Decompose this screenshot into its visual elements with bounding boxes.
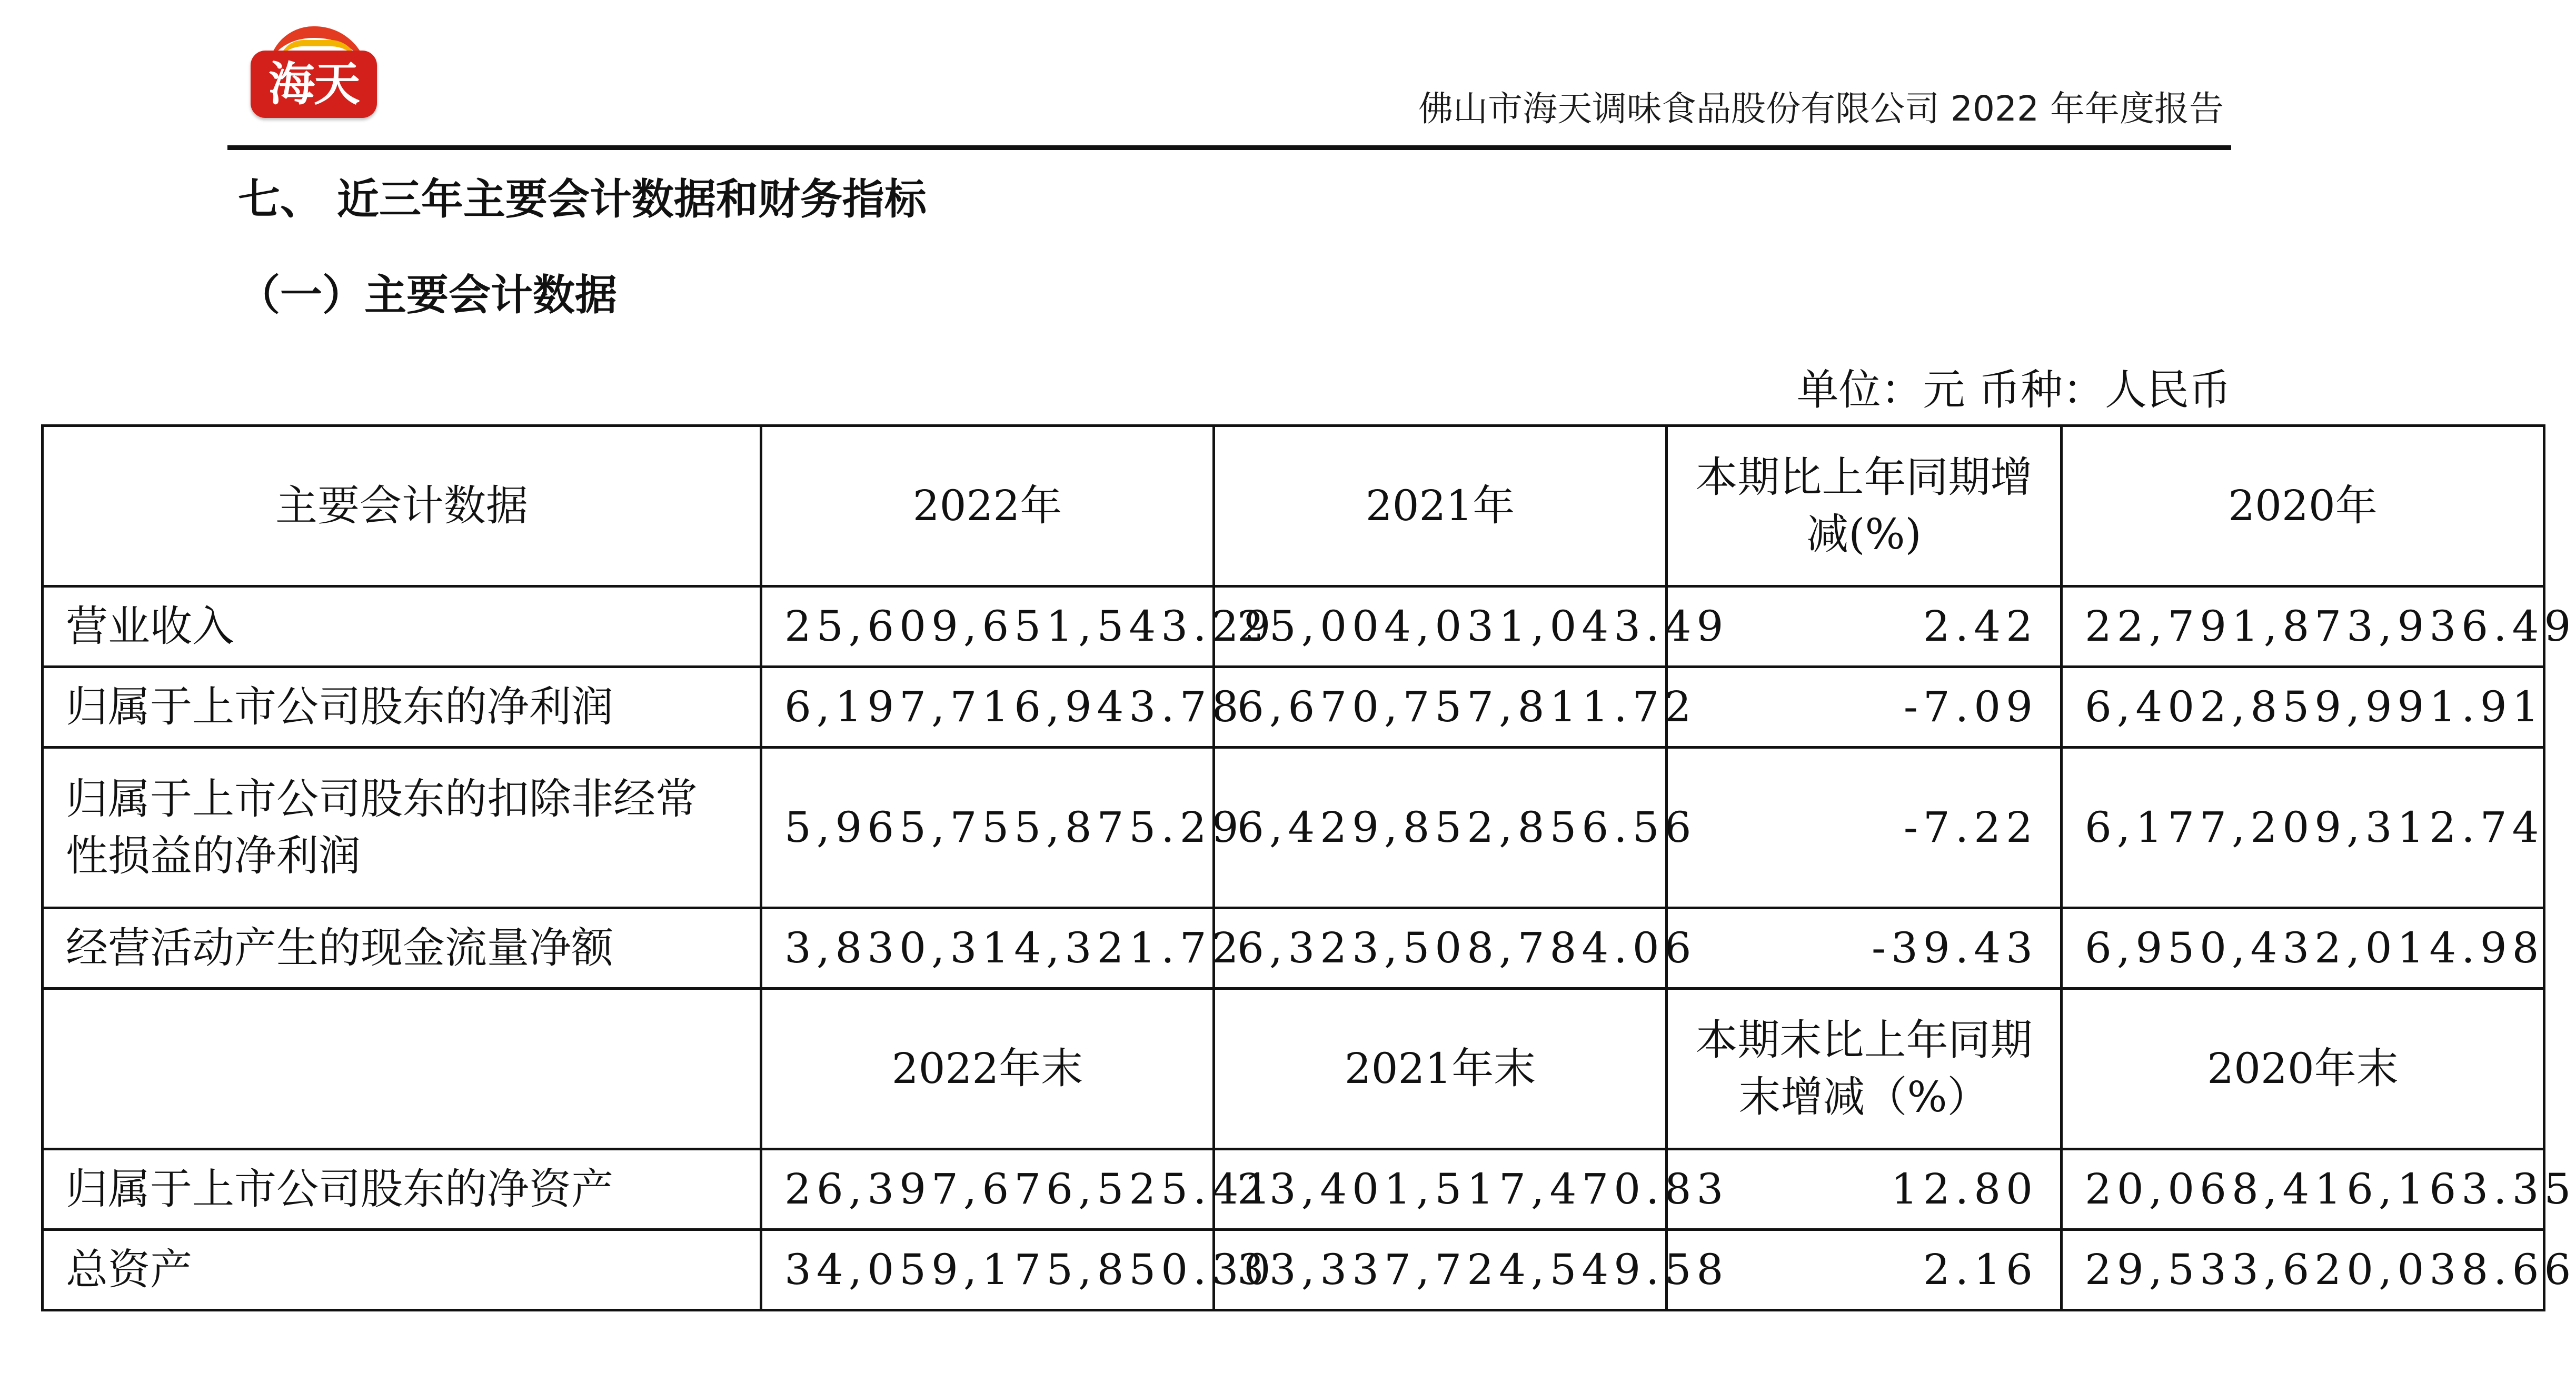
value-change: -39.43 (1667, 908, 2062, 989)
subsection-title: （一）主要会计数据 (238, 271, 617, 320)
header-cell: 本期比上年同期增减(%) (1667, 426, 2062, 586)
table-row (43, 586, 2544, 667)
row-label: 归属于上市公司股东的净资产 (43, 1149, 761, 1230)
value-change: 2.42 (1667, 586, 2062, 667)
header-cell: 2021年 (1214, 426, 1667, 586)
header-cell: 2022年末 (761, 989, 1214, 1149)
value-2022: 3,830,314,321.72 (761, 908, 1214, 989)
table-header-row (43, 426, 2544, 586)
header-rule (227, 145, 2231, 150)
value-2020-end: 29,533,620,038.66 (2062, 1230, 2544, 1310)
value-2022-end: 34,059,175,850.30 (761, 1230, 1214, 1310)
logo-text: 海天 (268, 57, 359, 111)
value-2022-end: 26,397,676,525.41 (761, 1149, 1214, 1230)
value-2020: 6,950,432,014.98 (2062, 908, 2544, 989)
company-logo (247, 26, 380, 121)
value-2020: 6,177,209,312.74 (2062, 748, 2544, 908)
value-2021: 6,429,852,856.56 (1214, 748, 1667, 908)
header-cell: 2020年末 (2062, 989, 2544, 1149)
header-cell: 本期末比上年同期末增减（%） (1667, 989, 2062, 1149)
row-label: 归属于上市公司股东的扣除非经常性损益的净利润 (43, 748, 761, 908)
row-label: 归属于上市公司股东的净利润 (43, 667, 761, 748)
value-2021: 25,004,031,043.49 (1214, 586, 1667, 667)
report-header-title: 佛山市海天调味食品股份有限公司 2022 年年度报告 (1418, 88, 2224, 129)
value-2021: 6,670,757,811.72 (1214, 667, 1667, 748)
value-2022: 5,965,755,875.29 (761, 748, 1214, 908)
value-change: 12.80 (1667, 1149, 2062, 1230)
value-2022: 25,609,651,543.29 (761, 586, 1214, 667)
row-label: 经营活动产生的现金流量净额 (43, 908, 761, 989)
value-2020: 22,791,873,936.49 (2062, 586, 2544, 667)
value-2020-end: 20,068,416,163.35 (2062, 1149, 2544, 1230)
table-subheader-row (43, 989, 2544, 1149)
value-change: -7.09 (1667, 667, 2062, 748)
value-2022: 6,197,716,943.78 (761, 667, 1214, 748)
header-cell: 2022年 (761, 426, 1214, 586)
row-label: 营业收入 (43, 586, 761, 667)
header-cell: 2020年 (2062, 426, 2544, 586)
unit-currency-note: 单位：元 币种：人民币 (1796, 365, 2231, 414)
table-row (43, 908, 2544, 989)
value-2021-end: 33,337,724,549.58 (1214, 1230, 1667, 1310)
value-2021: 6,323,508,784.06 (1214, 908, 1667, 989)
table-row (43, 667, 2544, 748)
value-change: 2.16 (1667, 1230, 2062, 1310)
header-cell (43, 989, 761, 1149)
value-2021-end: 23,401,517,470.83 (1214, 1149, 1667, 1230)
section-title: 七、 近三年主要会计数据和财务指标 (238, 175, 927, 224)
table-row (43, 1230, 2544, 1310)
row-label: 总资产 (43, 1230, 761, 1310)
header-cell: 主要会计数据 (43, 426, 761, 586)
header-cell: 2021年末 (1214, 989, 1667, 1149)
accounting-data-table (41, 424, 2576, 1311)
value-change: -7.22 (1667, 748, 2062, 908)
table-row (43, 1149, 2544, 1230)
table-row (43, 748, 2544, 908)
value-2020: 6,402,859,991.91 (2062, 667, 2544, 748)
